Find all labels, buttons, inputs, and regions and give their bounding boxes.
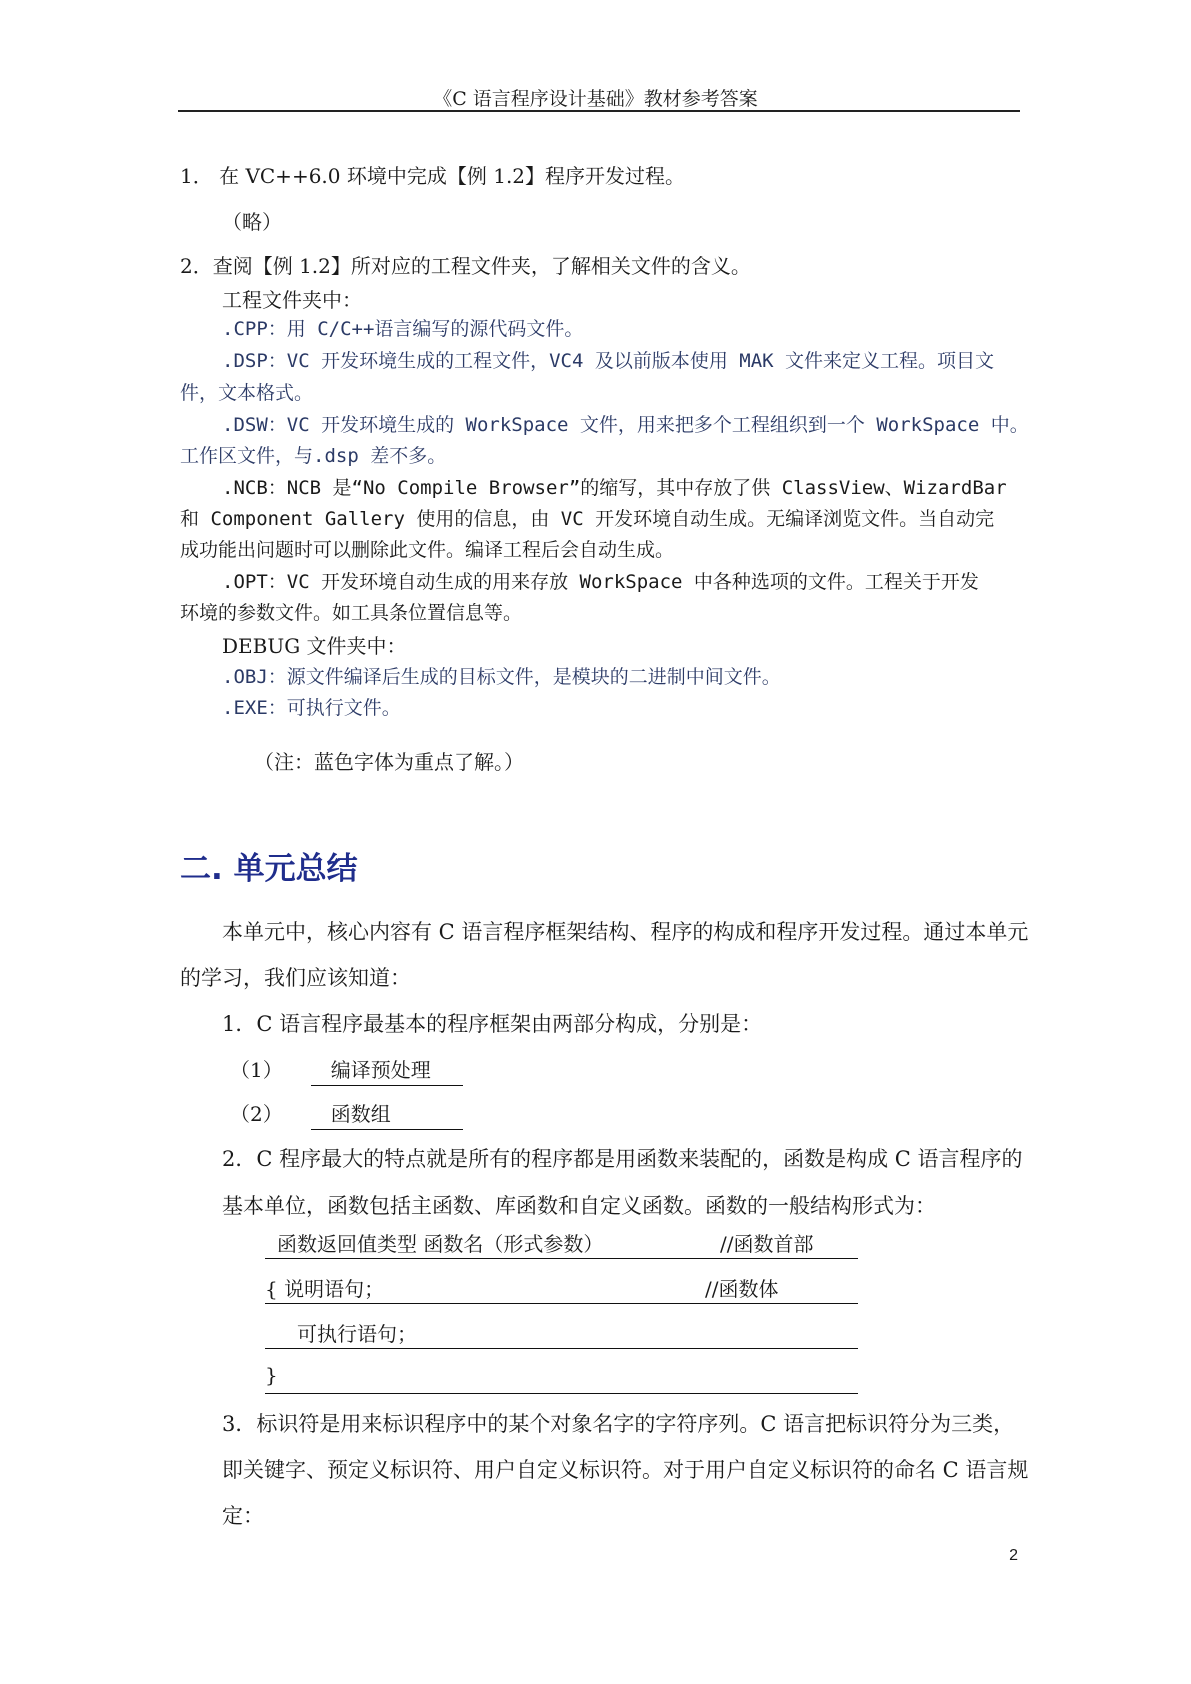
function-body-declaration: { 说明语句； [265,1277,385,1301]
point-2-line2: 基本单位，函数包括主函数、库函数和自定义函数。函数的一般结构形式为： [222,1194,936,1218]
ncb-description-line1: .NCB：NCB 是“No Compile Browser”的缩写，其中存放了供 ClassView、WizardBar [222,477,1007,499]
point-1-text: 1．C 语言程序最基本的程序框架由两部分构成，分别是： [222,1012,763,1036]
item-1-answer: 编译预处理 [311,1054,463,1086]
point-1-item-1 [230,1054,463,1086]
item-2-number: （2） [230,1102,283,1126]
function-header-text: 函数返回值类型 函数名（形式参数） [277,1232,604,1256]
page-number: 2 [1009,1547,1018,1564]
function-structure-body-end [265,1363,858,1394]
point-3-line1: 3．标识符是用来标识程序中的某个对象名字的字符序列。C 语言把标识符分为三类， [222,1412,1015,1436]
page-header-title: 《C 语言程序设计基础》教材参考答案 [433,88,758,110]
point-3-line3: 定： [222,1504,264,1528]
dsp-description-line2: 件，文本格式。 [180,382,314,404]
exercise-2-question: 2．查阅【例 1.2】所对应的工程文件夹，了解相关文件的含义。 [180,254,751,278]
ncb-description-line2: 和 Component Gallery 使用的信息，由 VC 开发环境自动生成。无编译浏览文件。当自动完 [180,508,995,530]
exe-description: .EXE：可执行文件。 [222,697,401,719]
header-rule [178,110,1020,112]
function-structure-statements [265,1318,858,1349]
obj-description: .OBJ：源文件编译后生成的目标文件，是模块的二进制中间文件。 [222,666,781,688]
opt-description-line1: .OPT：VC 开发环境自动生成的用来存放 WorkSpace 中各种选项的文件。工程关于开发 [222,571,979,593]
item-1-number: （1） [230,1058,283,1082]
item-2-answer: 函数组 [311,1098,463,1130]
summary-intro-line1: 本单元中，核心内容有 C 语言程序框架结构、程序的构成和程序开发过程。通过本单元 [222,920,1029,944]
point-2-line1: 2．C 程序最大的特点就是所有的程序都是用函数来装配的，函数是构成 C 语言程序的 [222,1147,1023,1171]
function-structure-header [265,1228,858,1259]
function-executable-statements: 可执行语句； [297,1322,417,1346]
point-3-line2: 即关键字、预定义标识符、用户自定义标识符。对于用户自定义标识符的命名 C 语言规 [222,1458,1029,1482]
summary-intro-line2: 的学习，我们应该知道： [180,966,411,990]
debug-folder-label: DEBUG 文件夹中： [222,634,407,658]
opt-description-line2: 环境的参数文件。如工具条位置信息等。 [180,602,523,624]
point-1-item-2 [230,1098,463,1130]
exercise-1-answer: （略） [222,210,282,234]
note-text: （注：蓝色字体为重点了解。） [254,750,524,774]
function-header-comment: //函数首部 [720,1232,814,1256]
function-body-close-brace: } [265,1363,278,1387]
exercise-1-question: 1． 在 VC++6.0 环境中完成【例 1.2】程序开发过程。 [180,164,686,188]
project-folder-label: 工程文件夹中： [222,288,362,312]
section-title: 二. 单元总结 [180,851,358,887]
dsp-description-line1: .DSP：VC 开发环境生成的工程文件，VC4 及以前版本使用 MAK 文件来定义工程。项目文 [222,350,995,372]
dsw-description-line2: 工作区文件，与.dsp 差不多。 [180,445,447,467]
cpp-description: .CPP：用 C/C++语言编写的源代码文件。 [222,318,584,340]
dsw-description-line1: .DSW：VC 开发环境生成的 WorkSpace 文件，用来把多个工程组织到一个 WorkSpace 中。 [222,414,1029,436]
function-body-comment: //函数体 [705,1277,779,1301]
function-structure-body-start [265,1273,858,1304]
ncb-description-line3: 成功能出问题时可以删除此文件。编译工程后会自动生成。 [180,539,675,561]
